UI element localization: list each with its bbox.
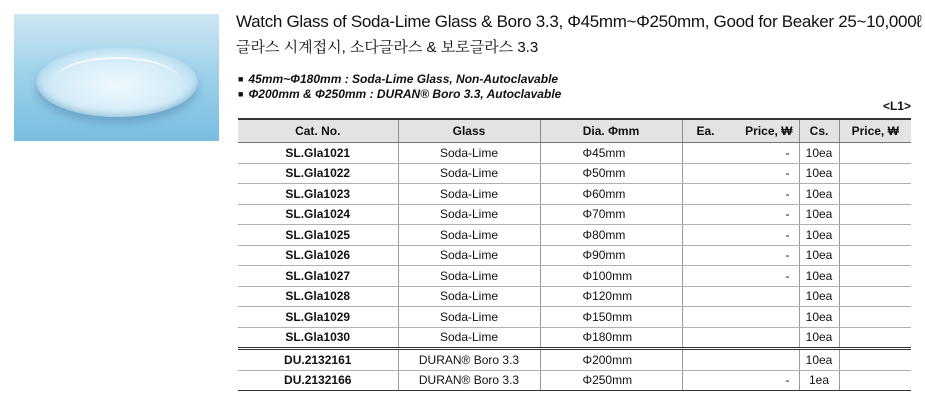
cell-ea-price: - (682, 163, 799, 184)
cell-glass: Soda-Lime (398, 204, 540, 225)
cell-cs: 10ea (799, 266, 839, 287)
cell-cs-price (839, 143, 911, 164)
table-row (238, 307, 911, 328)
cell-ea-price: - (682, 245, 799, 266)
cell-cs-price (839, 370, 911, 391)
cell-glass: Soda-Lime (398, 143, 540, 164)
cell-ea-price (682, 349, 799, 371)
cell-cat-no: SL.Gla1025 (238, 225, 398, 246)
cell-dia: Φ150mm (540, 307, 682, 328)
header-ea-price: Ea. Price, ₩ (682, 119, 799, 143)
table-row (238, 163, 911, 184)
cell-dia: Φ100mm (540, 266, 682, 287)
cell-glass: Soda-Lime (398, 327, 540, 349)
cell-cs-price (839, 245, 911, 266)
note-item: ■ Φ200mm & Φ250mm : DURAN® Boro 3.3, Autoclavable (238, 87, 562, 101)
cell-dia: Φ80mm (540, 225, 682, 246)
product-photo (14, 14, 219, 141)
table-header (238, 119, 911, 143)
cell-ea-price: - (682, 204, 799, 225)
cell-cat-no: SL.Gla1029 (238, 307, 398, 328)
cell-dia: Φ45mm (540, 143, 682, 164)
cell-ea-price: - (682, 225, 799, 246)
cell-cat-no: SL.Gla1024 (238, 204, 398, 225)
cell-glass: Soda-Lime (398, 225, 540, 246)
cell-ea-price: - (682, 266, 799, 287)
cell-cs: 10ea (799, 143, 839, 164)
cell-cs-price (839, 307, 911, 328)
cell-dia: Φ250mm (540, 370, 682, 391)
cell-cs-price (839, 204, 911, 225)
cell-dia: Φ200mm (540, 349, 682, 371)
cell-dia: Φ70mm (540, 204, 682, 225)
header-cat-no: Cat. No. (238, 119, 398, 143)
cell-cs: 10ea (799, 307, 839, 328)
header-glass: Glass (398, 119, 540, 143)
cell-cat-no: SL.Gla1023 (238, 184, 398, 205)
cell-cs: 10ea (799, 225, 839, 246)
cell-ea-price (682, 307, 799, 328)
cell-ea-price: - (682, 143, 799, 164)
cell-cat-no: SL.Gla1027 (238, 266, 398, 287)
header-cs: Cs. (799, 119, 839, 143)
cell-dia: Φ90mm (540, 245, 682, 266)
cell-cs: 10ea (799, 286, 839, 307)
cell-cat-no: SL.Gla1022 (238, 163, 398, 184)
cell-cs-price (839, 163, 911, 184)
cell-cs-price (839, 286, 911, 307)
cell-glass: Soda-Lime (398, 163, 540, 184)
cell-glass: Soda-Lime (398, 245, 540, 266)
cell-cs-price (839, 266, 911, 287)
cell-cat-no: SL.Gla1028 (238, 286, 398, 307)
table-row (238, 286, 911, 307)
cell-dia: Φ120mm (540, 286, 682, 307)
title-korean: 글라스 시계접시, 소다글라스 & 보로글라스 3.3 (236, 39, 539, 56)
catalog-code: <L1> (882, 99, 911, 113)
cell-dia: Φ50mm (540, 163, 682, 184)
header-cs-price: Price, ₩ (839, 119, 911, 143)
cell-dia: Φ180mm (540, 327, 682, 349)
cell-glass: Soda-Lime (398, 307, 540, 328)
cell-cs-price (839, 184, 911, 205)
header-dia: Dia. Φmm (540, 119, 682, 143)
table-row (238, 266, 911, 287)
cell-cs-price (839, 327, 911, 349)
cell-cs: 1ea (799, 370, 839, 391)
cell-cs: 10ea (799, 245, 839, 266)
table-row (238, 184, 911, 205)
cell-cat-no: SL.Gla1026 (238, 245, 398, 266)
cell-dia: Φ60mm (540, 184, 682, 205)
notes (238, 72, 561, 102)
product-table (238, 118, 911, 391)
square-bullet-icon: ■ (238, 89, 244, 99)
cell-ea-price (682, 286, 799, 307)
table-row (238, 225, 911, 246)
cell-ea-price: - (682, 370, 799, 391)
table-row (238, 370, 911, 391)
title-english: Watch Glass of Soda-Lime Glass & Boro 3.3, Φ45mm~Φ250mm, Good for Beaker 25~10,000ℓ (236, 12, 922, 31)
cell-glass: Soda-Lime (398, 266, 540, 287)
table-row (238, 204, 911, 225)
table-row (238, 349, 911, 371)
cell-glass: Soda-Lime (398, 286, 540, 307)
cell-cs-price (839, 349, 911, 371)
cell-cs: 10ea (799, 349, 839, 371)
cell-glass: Soda-Lime (398, 184, 540, 205)
cell-cat-no: SL.Gla1021 (238, 143, 398, 164)
note-item: ■ 45mm~Φ180mm : Soda-Lime Glass, Non-Autoclavable (238, 72, 559, 86)
cell-cs: 10ea (799, 163, 839, 184)
table-row (238, 245, 911, 266)
cell-glass: DURAN® Boro 3.3 (398, 370, 540, 391)
table-row (238, 143, 911, 164)
cell-cs: 10ea (799, 184, 839, 205)
cell-ea-price: - (682, 184, 799, 205)
cell-cs: 10ea (799, 204, 839, 225)
cell-cat-no: DU.2132166 (238, 370, 398, 391)
cell-cs: 10ea (799, 327, 839, 349)
watch-glass-image (36, 47, 198, 117)
square-bullet-icon: ■ (238, 74, 244, 84)
cell-ea-price (682, 327, 799, 349)
cell-cs-price (839, 225, 911, 246)
cell-cat-no: SL.Gla1030 (238, 327, 398, 349)
table-row (238, 327, 911, 349)
cell-glass: DURAN® Boro 3.3 (398, 349, 540, 371)
cell-cat-no: DU.2132161 (238, 349, 398, 371)
